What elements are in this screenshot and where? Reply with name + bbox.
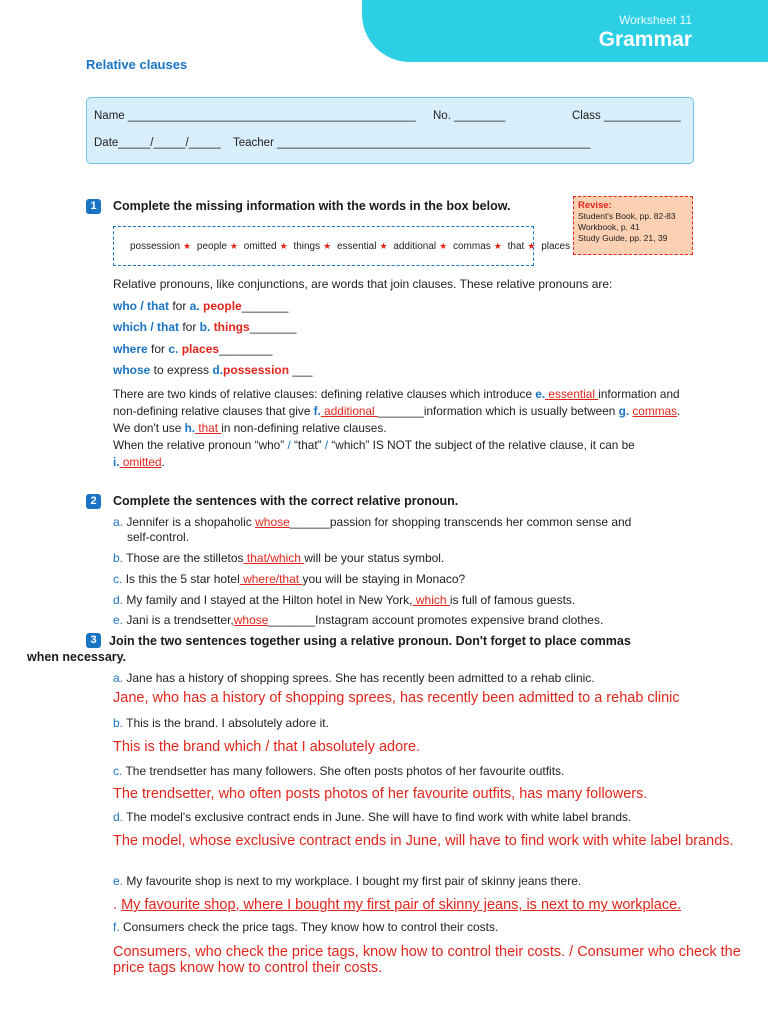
revise-line: Student's Book, pp. 82-83 (578, 211, 676, 221)
revise-title: Revise: (578, 200, 612, 211)
item-letter: d. (212, 363, 224, 377)
slash: / (324, 438, 329, 452)
exercise-3-question (113, 716, 329, 730)
word: additional (393, 241, 437, 252)
question-text: This is the brand. I absolutely adore it. (126, 716, 329, 730)
exercise-3-question (113, 671, 595, 685)
pronoun-text: for (169, 299, 190, 313)
exercise-2-item (113, 613, 603, 627)
blank: ___ (289, 363, 313, 377)
word: that (507, 241, 525, 252)
item-text: Is this the 5 star hotel (125, 572, 240, 586)
item-letter: e. (113, 613, 124, 627)
item-letter: b. (199, 320, 211, 334)
answer: that (195, 421, 222, 435)
item-letter: e. (113, 874, 124, 888)
item-text: ______passion for shopping transcends her common sense and (289, 515, 632, 529)
paragraph-text: information and non-defining relative clauses that give (113, 387, 680, 418)
answer: which (412, 593, 450, 607)
pronoun-text: for (179, 320, 200, 334)
word: omitted (243, 241, 277, 252)
paragraph-text: When the relative pronoun “who” (113, 438, 288, 452)
paragraph-text: “which” IS NOT the subject of the relative clause, it can be (328, 438, 635, 452)
answer: people (203, 299, 242, 313)
revise-box (573, 196, 693, 255)
exercise-2-heading: Complete the sentences with the correct relative pronoun. (113, 494, 459, 508)
item-letter: a. (113, 671, 124, 685)
pronoun-text: for (147, 342, 169, 356)
answer: omitted (119, 455, 162, 469)
question-text: Consumers check the price tags. They know how to control their costs. (123, 920, 499, 934)
blank: _______ (249, 320, 297, 334)
student-info-box (86, 97, 694, 164)
pronoun-row (113, 342, 272, 356)
item-text: Jani is a trendsetter, (126, 613, 234, 627)
exercise-1-heading: Complete the missing information with the words in the box below. (113, 199, 511, 213)
exercise-3-answer: The trendsetter, who often posts photos of her favourite outfits, has many followers. (113, 786, 648, 802)
exercise-1-intro: Relative pronouns, like conjunctions, are words that join clauses. These relative pronouns are: (113, 277, 613, 291)
exercise-2-item-cont: self-control. (127, 530, 190, 544)
item-letter: f. (313, 404, 321, 418)
answer: commas (632, 404, 677, 418)
pronoun-text: to express (150, 363, 213, 377)
paragraph-text: There are two kinds of relative clauses: defining relative clauses which introduce (113, 387, 536, 401)
item-letter: c. (168, 342, 179, 356)
exercise-3-answer: Consumers, who check the price tags, know how to control their costs. / Consumer who check the price tags know how to control their costs. (113, 944, 741, 976)
exercise-2-item (113, 551, 444, 565)
item-letter: h. (184, 421, 196, 435)
word: things (293, 241, 321, 252)
question-text: The model's exclusive contract ends in June. She will have to find work with white label brands. (126, 810, 632, 824)
word: commas (452, 241, 491, 252)
item-letter: b. (113, 551, 124, 565)
item-letter: e. (535, 387, 546, 401)
exercise-2-item (113, 515, 631, 529)
exercise-3-heading-cont: when necessary. (27, 650, 127, 664)
item-letter: c. (113, 572, 123, 586)
exercise-3-number: 3 (86, 633, 101, 648)
item-text: will be your status symbol. (304, 551, 445, 565)
answer: places (181, 342, 220, 356)
exercise-1-paragraph (113, 386, 697, 471)
answer: things (213, 320, 250, 334)
paragraph-text: “that” (290, 438, 325, 452)
answer-text: My favourite shop, where I bought my first pair of skinny jeans, is next to my workplace. (121, 897, 682, 913)
exercise-3-heading: Join the two sentences together using a relative pronoun. Don't forget to place commas (109, 634, 631, 648)
paragraph-text: . (161, 455, 165, 469)
header-banner (362, 0, 768, 62)
item-text: My family and I stayed at the Hilton hotel in New York, (126, 593, 413, 607)
word-box (113, 226, 571, 266)
revise-line: Workbook, p. 41 (578, 222, 640, 232)
word: possession (130, 241, 181, 252)
pronoun: who / that (113, 299, 169, 313)
exercise-3-answer: The model, whose exclusive contract ends in June, will have to find work with white label brands. (113, 833, 734, 849)
pronoun: which / that (113, 320, 179, 334)
item-letter: f. (113, 920, 120, 934)
exercise-3-answer (113, 897, 763, 913)
pronoun-row (113, 320, 296, 334)
word: people (196, 241, 227, 252)
question-text: The trendsetter has many followers. She often posts photos of her favourite outfits. (125, 764, 565, 778)
exercise-3-question (113, 874, 581, 888)
exercise-3-question (113, 810, 631, 824)
answer: possession (223, 363, 290, 377)
answer: that/which (243, 551, 305, 565)
exercise-3-question (113, 764, 564, 778)
item-letter: i. (113, 455, 120, 469)
item-letter: d. (113, 593, 124, 607)
exercise-3-question (113, 920, 498, 934)
answer: whose (233, 613, 269, 627)
item-letter: a. (113, 515, 124, 529)
blank: _______ (241, 299, 289, 313)
item-letter: b. (113, 716, 124, 730)
answer: whose (255, 515, 290, 529)
name-field[interactable]: Name _____________________________________________ (94, 110, 416, 122)
item-text: Those are the stilletos (126, 551, 244, 565)
item-letter: g. (618, 404, 630, 418)
pronoun: whose (113, 363, 151, 377)
revise-line: Study Guide, pp. 21, 39 (578, 233, 668, 243)
slash: / (287, 438, 291, 452)
answer: additional (320, 404, 378, 418)
word: places (541, 241, 571, 252)
worksheet-label: Worksheet 11 (619, 13, 692, 27)
question-text: Jane has a history of shopping sprees. She has recently been admitted to a rehab clinic. (126, 671, 595, 685)
item-letter: d. (113, 810, 124, 824)
answer-prefix: . (113, 897, 122, 913)
exercise-2-item (113, 593, 575, 607)
exercise-2-item (113, 572, 465, 586)
pronoun-row (113, 299, 288, 313)
item-text: Jennifer is a shopaholic (126, 515, 256, 529)
item-letter: c. (113, 764, 123, 778)
item-text: is full of famous guests. (449, 593, 576, 607)
item-text: you will be staying in Monaco? (302, 572, 466, 586)
paragraph-text: . We don't use (113, 404, 681, 435)
exercise-2-number: 2 (86, 494, 101, 509)
answer: essential (545, 387, 599, 401)
exercise-3-answer: Jane, who has a history of shopping sprees, has recently been admitted to a rehab clinic (113, 690, 680, 706)
paragraph-text: in non-defining relative clauses. (221, 421, 387, 435)
paragraph-text: _______information which is usually between (377, 404, 619, 418)
pronoun: where (113, 342, 148, 356)
date-field[interactable]: Date_____/_____/_____ (94, 137, 221, 149)
word: essential (336, 241, 377, 252)
answer: where/that (239, 572, 303, 586)
item-text: _______Instagram account promotes expensive brand clothes. (268, 613, 604, 627)
item-letter: a. (189, 299, 200, 313)
exercise-1-number: 1 (86, 199, 101, 214)
number-field[interactable]: No. ________ (433, 110, 506, 122)
section-title: Relative clauses (86, 57, 188, 72)
pronoun-row (113, 363, 312, 377)
class-field[interactable]: Class ____________ (572, 110, 681, 122)
worksheet-title: Grammar (598, 28, 692, 51)
word-list: possession ★ people ★ omitted ★ things ★ essential ★ additional ★ commas ★ that ★ places (130, 241, 571, 252)
teacher-field[interactable]: Teacher _________________________________________________ (233, 137, 591, 149)
blank: ________ (219, 342, 273, 356)
question-text: My favourite shop is next to my workplace. I bought my first pair of skinny jeans there. (126, 874, 582, 888)
exercise-3-answer: This is the brand which / that I absolutely adore. (113, 739, 421, 755)
